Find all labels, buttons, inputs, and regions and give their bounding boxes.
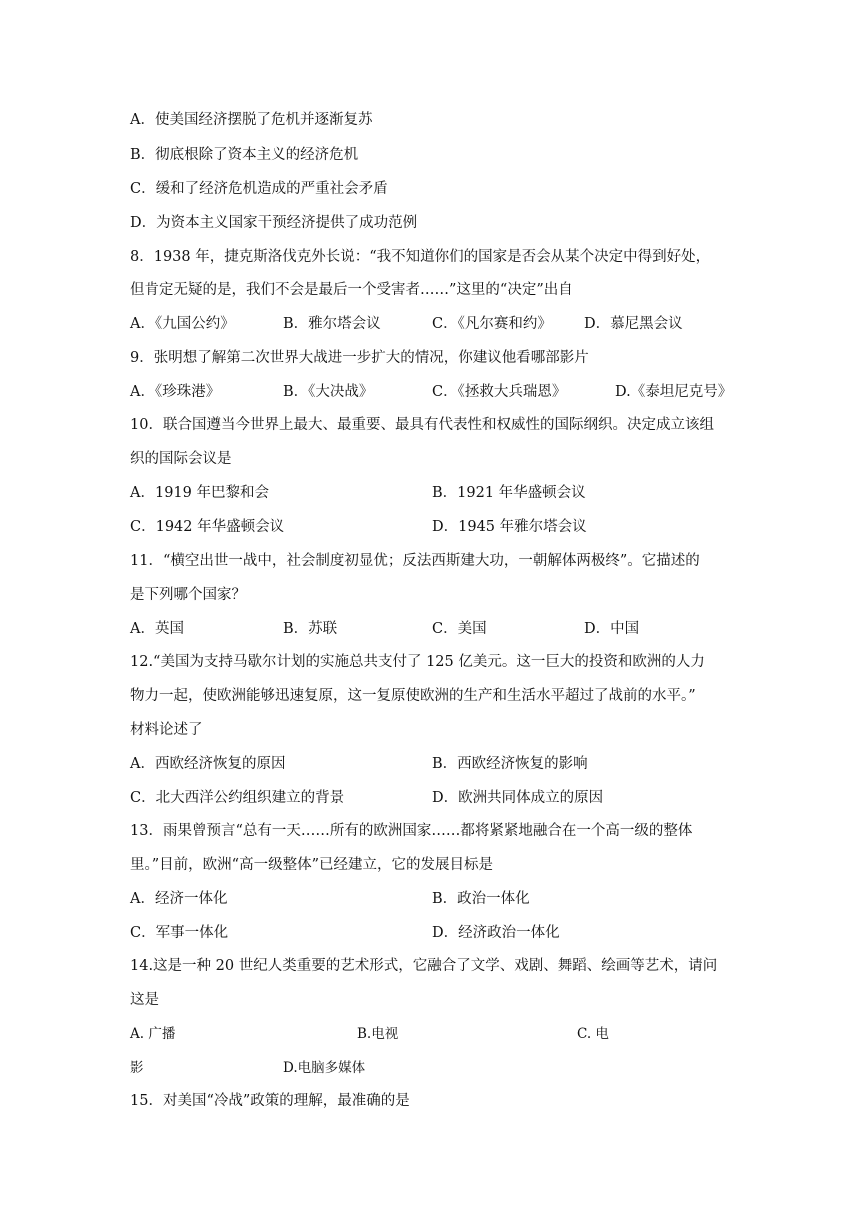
q11-option-b: B．苏联 [283, 621, 338, 637]
q14-option-c: C. 电 [577, 1026, 609, 1042]
q10-option-c: C．1942 年华盛顿会议 [130, 519, 285, 535]
q7-option-a: A．使美国经济摆脱了危机并逐渐复苏 [130, 112, 373, 128]
q14-option-c-wrap: 影 [130, 1060, 144, 1076]
q10-stem-line2: 织的国际会议是 [130, 451, 232, 467]
q9-option-c: C．《拯救大兵瑞恩》 [432, 384, 567, 400]
q12-stem-line2: 物力一起，使欧洲能够迅速复原，这一复原使欧洲的生产和生活水平超过了战前的水平。” [130, 688, 696, 704]
q7-option-d: D．为资本主义国家干预经济提供了成功范例 [130, 215, 418, 231]
q13-option-a: A．经济一体化 [130, 891, 228, 907]
q13-option-b: B．政治一体化 [432, 891, 530, 907]
q10-option-a: A．1919 年巴黎和会 [130, 485, 269, 501]
q12-option-a: A．西欧经济恢复的原因 [130, 756, 286, 772]
q11-option-a: A．英国 [130, 621, 184, 637]
q7-option-b: B．彻底根除了资本主义的经济危机 [130, 147, 359, 163]
q12-option-d: D．欧洲共同体成立的原因 [432, 790, 604, 806]
q12-option-b: B．西欧经济恢复的影响 [432, 756, 588, 772]
q14-option-a: A. 广播 [130, 1026, 176, 1042]
q8-option-d: D．慕尼黑会议 [584, 316, 683, 332]
q13-stem-line2: 里。”目前，欧洲“高一级整体”已经建立，它的发展目标是 [130, 857, 493, 873]
q8-option-c: C．《凡尔赛和约》 [432, 316, 552, 332]
q9-option-a: A．《珍珠港》 [130, 384, 221, 400]
q14-stem-line2: 这是 [130, 992, 159, 1008]
q13-option-c: C．军事一体化 [130, 925, 229, 941]
q8-stem-line2: 但肯定无疑的是，我们不会是最后一个受害者……”这里的“决定”出自 [130, 282, 573, 298]
q11-stem-line1: 11．“横空出世一战中，社会制度初显优；反法西斯建大功，一朝解体两极终”。它描述的 [130, 553, 700, 569]
q14-option-d: D.电脑多媒体 [283, 1060, 366, 1076]
q14-option-b: B.电视 [357, 1026, 399, 1042]
q8-stem-line1: 8．1938 年，捷克斯洛伐克外长说：“我不知道你们的国家是否会从某个决定中得到好处， [130, 249, 711, 265]
q9-option-b: B．《大决战》 [283, 384, 374, 400]
q10-option-d: D．1945 年雅尔塔会议 [432, 519, 587, 535]
q8-option-b: B．雅尔塔会议 [283, 316, 381, 332]
q9-option-d: D.《泰坦尼克号》 [615, 384, 733, 400]
q11-stem-line2: 是下列哪个国家？ [130, 587, 246, 603]
q13-option-d: D．经济政治一体化 [432, 925, 560, 941]
q15-stem: 15．对美国“冷战”政策的理解，最准确的是 [130, 1093, 410, 1109]
q12-stem-line1: 12.“美国为支持马歇尔计划的实施总共支付了 125 亿美元。这一巨大的投资和欧洲的人力 [130, 654, 705, 670]
q14-stem-line1: 14.这是一种 20 世纪人类重要的艺术形式，它融合了文学、戏剧、舞蹈、绘画等艺术，请问 [130, 958, 718, 974]
q13-stem-line1: 13．雨果曾预言“总有一天……所有的欧洲国家……都将紧紧地融合在一个高一级的整体 [130, 823, 693, 839]
q7-option-c: C．缓和了经济危机造成的严重社会矛盾 [130, 181, 388, 197]
q10-option-b: B．1921 年华盛顿会议 [432, 485, 586, 501]
q10-stem-line1: 10．联合国遵当今世界上最大、最重要、最具有代表性和权威性的国际纲织。决定成立该组 [130, 417, 714, 433]
q12-option-c: C．北大西洋公约组织建立的背景 [130, 790, 345, 806]
q12-stem-line3: 材料论述了 [130, 722, 203, 738]
q11-option-d: D．中国 [584, 621, 640, 637]
q11-option-c: C．美国 [432, 621, 487, 637]
q8-option-a: A．《九国公约》 [130, 316, 235, 332]
q9-stem: 9．张明想了解第二次世界大战进一步扩大的情况，你建议他看哪部影片 [130, 350, 589, 366]
